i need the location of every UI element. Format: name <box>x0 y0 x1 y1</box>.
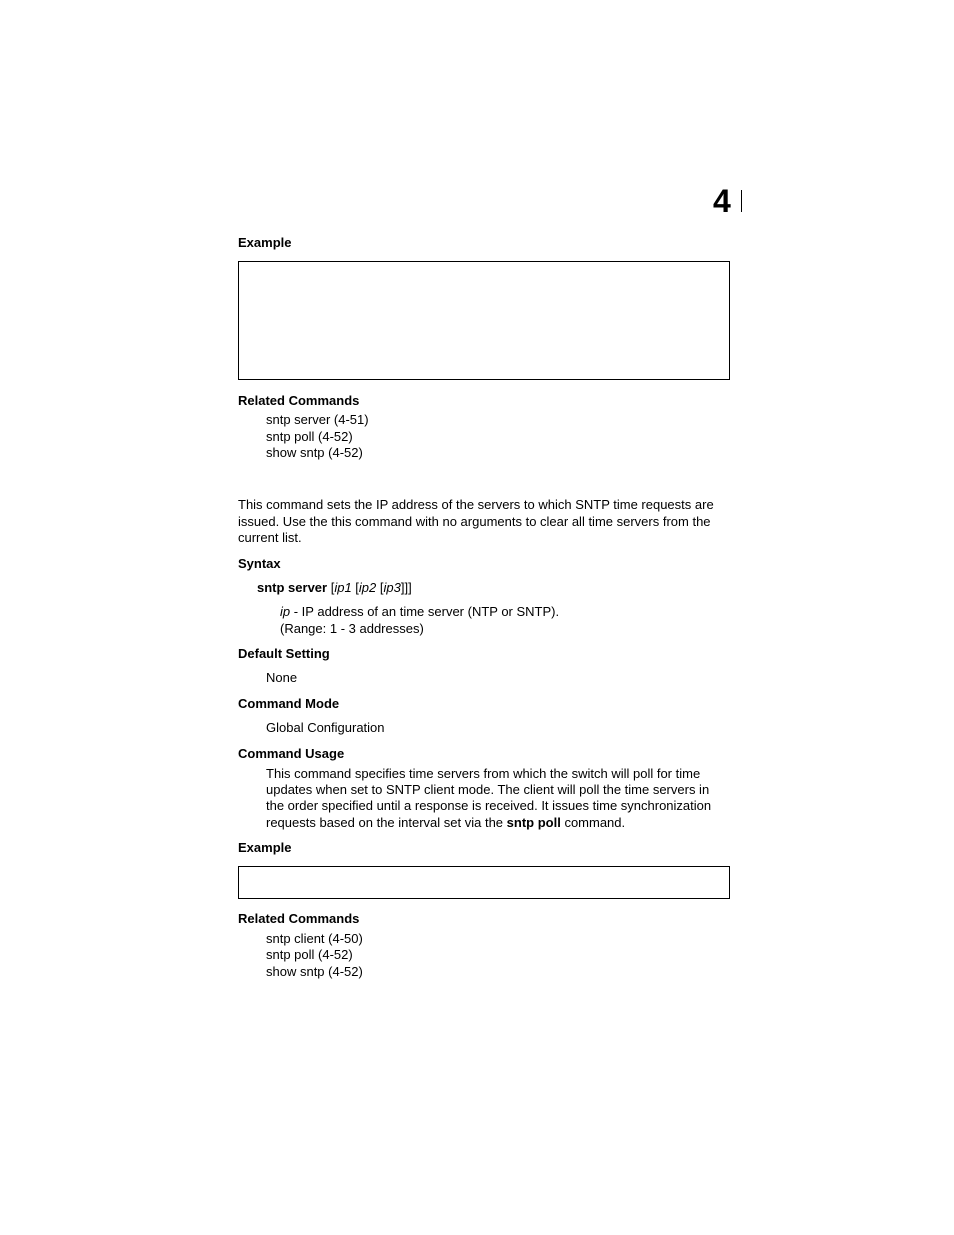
example-heading: Example <box>238 235 292 250</box>
intro-line: issued. Use the this command with no arguments to clear all time servers from the <box>238 514 711 529</box>
syntax-bracket: [ <box>351 580 359 595</box>
default-setting-value: None <box>266 670 298 685</box>
syntax-bracket: [ <box>376 580 384 595</box>
intro-line: current list. <box>238 530 302 545</box>
intro-line: This command sets the IP address of the servers to which SNTP time requests are <box>238 497 714 512</box>
command-mode-heading: Command Mode <box>238 696 340 711</box>
default-setting-heading: Default Setting <box>238 646 330 661</box>
syntax-heading: Syntax <box>238 556 281 571</box>
syntax-param-description <box>280 604 559 620</box>
chapter-number: 4 <box>713 183 730 219</box>
related-command-item: show sntp (4-52) <box>266 445 363 460</box>
command-usage-line: the order specified until a response is received. It issues time synchronization <box>266 798 712 813</box>
syntax-param-ip3: ip3 <box>383 580 401 595</box>
syntax-param-ip1: ip1 <box>334 580 352 595</box>
syntax-param-ip2: ip2 <box>358 580 377 595</box>
syntax-command-name: sntp server <box>257 580 328 595</box>
example-code-box <box>238 866 730 899</box>
syntax-bracket: [ <box>327 580 335 595</box>
syntax-param-range: (Range: 1 - 3 addresses) <box>280 621 424 636</box>
command-usage-line: This command specifies time servers from which the switch will poll for time <box>266 766 701 781</box>
syntax-command <box>257 580 412 596</box>
related-command-item: sntp server (4-51) <box>266 412 369 427</box>
command-usage-line: updates when set to SNTP client mode. The client will poll the time servers in <box>266 782 710 797</box>
related-command-item: sntp poll (4-52) <box>266 429 353 444</box>
related-command-item: sntp poll (4-52) <box>266 947 353 962</box>
command-usage-line <box>266 815 625 831</box>
command-usage-text: requests based on the interval set via the <box>266 815 507 830</box>
command-usage-text: command. <box>560 815 626 830</box>
syntax-bracket: ]]] <box>400 580 412 595</box>
chapter-marker-bar <box>741 190 742 212</box>
command-mode-value: Global Configuration <box>266 720 385 735</box>
command-usage-heading: Command Usage <box>238 746 345 761</box>
related-commands-heading: Related Commands <box>238 911 360 926</box>
related-command-item: sntp client (4-50) <box>266 931 363 946</box>
command-usage-keyword: sntp poll <box>506 815 561 830</box>
related-command-item: show sntp (4-52) <box>266 964 363 979</box>
syntax-param-text: - IP address of an time server (NTP or SNTP). <box>290 604 560 619</box>
example-heading: Example <box>238 840 292 855</box>
related-commands-heading: Related Commands <box>238 393 360 408</box>
example-code-box <box>238 261 730 380</box>
syntax-param-name: ip <box>280 604 291 619</box>
